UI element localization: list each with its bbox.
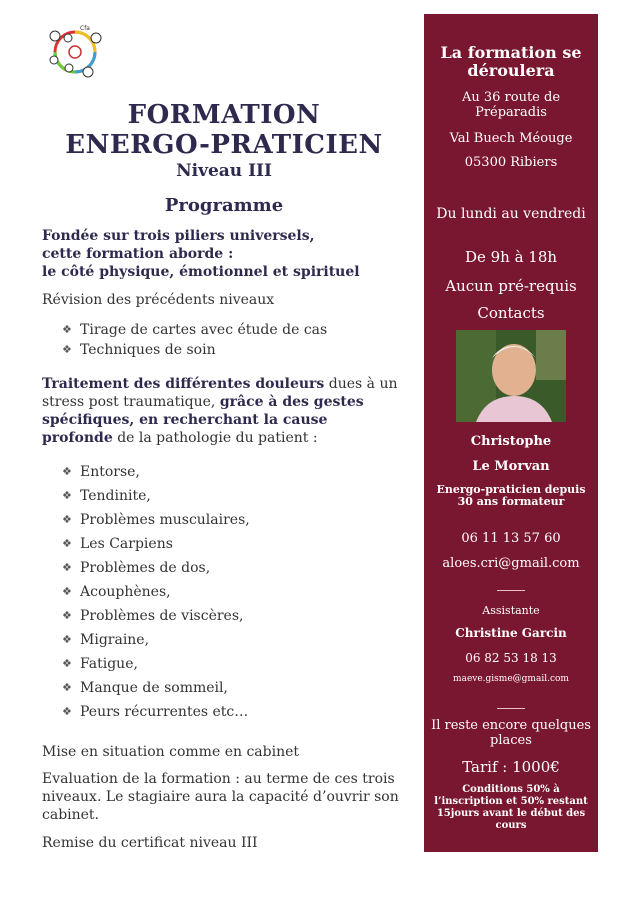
info-sidebar (424, 14, 598, 852)
assistant-email: maeve.gisme@gmail.com (453, 674, 569, 684)
intro-text (42, 227, 402, 281)
programme-heading: Programme (164, 195, 284, 216)
trainer-first-name: Christophe (470, 434, 552, 449)
address-line-1: Au 36 route de Préparadis (461, 90, 561, 120)
list-item: ❖ Les Carpiens (62, 532, 402, 556)
title-formation: FORMATION (127, 100, 321, 130)
intro-line: Fondée sur trois piliers universels, (42, 228, 315, 244)
intro-line: cette formation aborde : (42, 246, 234, 262)
mise-en-situation: Mise en situation comme en cabinet (42, 744, 299, 760)
traitement-bold-2: grâce à des gestes spécifiques, en recherchant la cause profonde (42, 394, 364, 446)
intro-line: le côté physique, émotionnel et spirituel (42, 264, 360, 280)
list-item: ❖ Manque de sommeil, (62, 676, 402, 700)
list-item: ❖ Problèmes de viscères, (62, 604, 402, 628)
sidebar-heading: La formation se déroulera (440, 43, 582, 80)
list-item: ❖ Fatigue, (62, 652, 402, 676)
payment-conditions: Conditions 50% à l’inscription et 50% restant 15jours avant le début des cours (434, 784, 588, 831)
divider (497, 590, 525, 591)
traitement-text-2: de la pathologie du patient : (112, 430, 318, 446)
trainer-photo (456, 330, 566, 422)
revision-text: Révision des précédents niveaux (42, 292, 275, 308)
list-item: ❖ Problèmes musculaires, (62, 508, 402, 532)
address-line-3: 05300 Ribiers (464, 155, 558, 170)
list-item: ❖ Entorse, (62, 460, 402, 484)
trainer-last-name: Le Morvan (472, 459, 550, 474)
prerequisite-text: Aucun pré-requis (445, 277, 577, 295)
traitement-text-1: dues à un stress post traumatique, (42, 376, 398, 410)
days-text: Du lundi au vendredi (436, 206, 586, 222)
list-item: ❖ Acouphènes, (62, 580, 402, 604)
assistant-name: Christine Garcin (455, 626, 567, 640)
divider (497, 708, 525, 709)
traitement-paragraph (42, 375, 402, 447)
contacts-heading: Contacts (477, 304, 545, 322)
logo-label: Cfa (80, 25, 90, 32)
assistant-label: Assistante (482, 604, 540, 617)
revision-list (62, 320, 402, 360)
list-item: ❖ Tirage de cartes avec étude de cas (62, 320, 402, 340)
assistant-phone: 06 82 53 18 13 (465, 651, 557, 665)
hours-text: De 9h à 18h (464, 248, 558, 266)
list-item: ❖ Problèmes de dos, (62, 556, 402, 580)
list-item: ❖ Migraine, (62, 628, 402, 652)
pathologies-list (62, 460, 402, 724)
title-energo-praticien: ENERGO-PRATICIEN (65, 130, 383, 160)
list-item: ❖ Tendinite, (62, 484, 402, 508)
traitement-bold-1: Traitement des différentes douleurs (42, 376, 325, 392)
remaining-places: Il reste encore quelques places (431, 718, 591, 748)
trainer-role: Energo-praticien depuis 30 ans formateur (436, 483, 586, 508)
remise-certificat: Remise du certificat niveau III (42, 835, 258, 851)
list-item: ❖ Techniques de soin (62, 340, 402, 360)
evaluation-text: Evaluation de la formation : au terme de ces trois niveaux. Le stagiaire aura la capacité d’ouvrir son cabinet. (42, 771, 399, 823)
list-item: ❖ Peurs récurrentes etc… (62, 700, 402, 724)
address-line-2: Val Buech Méouge (449, 131, 573, 146)
tarif: Tarif : 1000€ (462, 758, 560, 776)
level-label: Niveau III (176, 161, 272, 181)
trainer-email: aloes.cri@gmail.com (442, 556, 580, 571)
logo-emblem-icon (44, 22, 106, 80)
trainer-phone: 06 11 13 57 60 (461, 531, 561, 546)
